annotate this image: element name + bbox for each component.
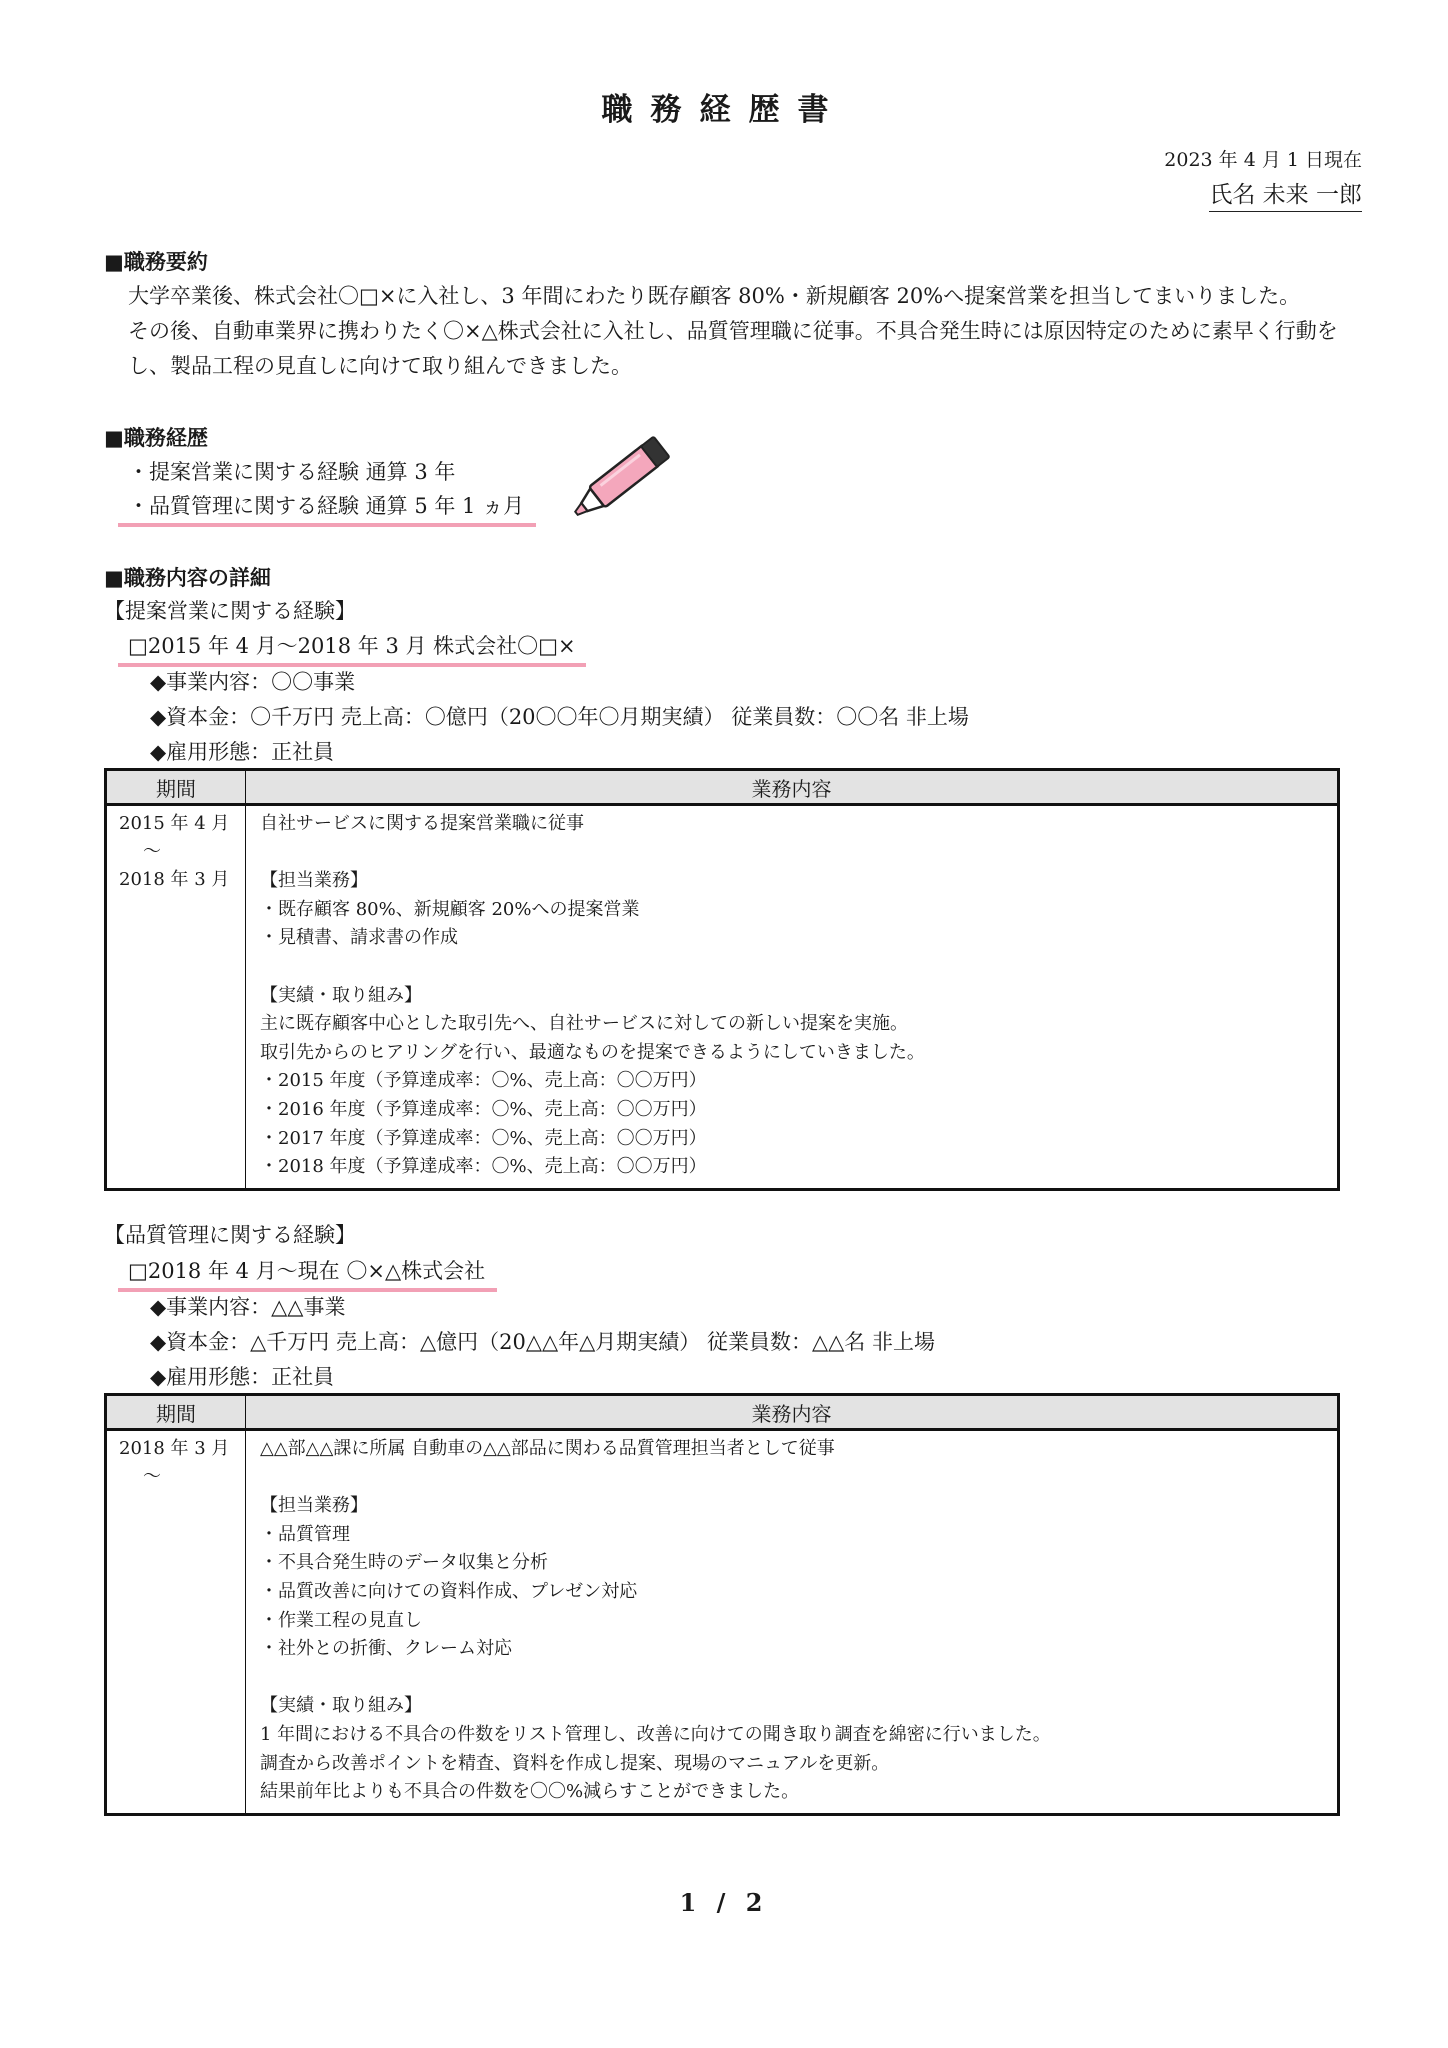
content-line: 【担当業務】 <box>260 1495 368 1517</box>
job-info: ◆資本金：△千万円 売上高：△億円（20△△年△月期実績） 従業員数：△△名 非上場 <box>150 1330 935 1354</box>
content-line: ・品質改善に向けての資料作成、プレゼン対応 <box>260 1580 638 1602</box>
table-header-row <box>106 770 1339 805</box>
job-info: ◆雇用形態：正社員 <box>150 740 335 764</box>
summary-text <box>128 279 1368 384</box>
content-line: ・既存顧客 80%、新規顧客 20%への提案営業 <box>260 898 640 920</box>
content-line: 主に既存顧客中心とした取引先へ、自社サービスに対しての新しい提案を実施。 <box>260 1013 908 1035</box>
job-category: 【品質管理に関する経験】 <box>104 1223 356 1247</box>
content-line: ・社外との折衝、クレーム対応 <box>260 1638 512 1660</box>
details-heading: ■職務内容の詳細 <box>104 565 271 590</box>
page-number: 1 / 2 <box>679 1888 769 1917</box>
content-line: ・2018 年度（予算達成率：〇%、売上高：〇〇万円） <box>260 1156 707 1178</box>
job-info: ◆資本金：〇千万円 売上高：〇億円（20〇〇年〇月期実績） 従業員数：〇〇名 非上場 <box>150 705 969 729</box>
content-line: 調査から改善ポイントを精査、資料を作成し提案、現場のマニュアルを更新。 <box>260 1752 890 1774</box>
period-cell <box>106 805 246 1190</box>
job-info: ◆事業内容：〇〇事業 <box>150 670 356 694</box>
job-company-line: □2018 年 4 月〜現在 〇×△株式会社 <box>118 1255 497 1292</box>
job-table <box>104 768 1340 1191</box>
period-start: 2018 年 3 月 <box>119 1438 230 1459</box>
content-line: 結果前年比よりも不具合の件数を〇〇%減らすことができました。 <box>260 1781 800 1803</box>
content-line: ・見積書、請求書の作成 <box>260 927 458 949</box>
content-line: ・2016 年度（予算達成率：〇%、売上高：〇〇万円） <box>260 1098 707 1120</box>
job-info: ◆雇用形態：正社員 <box>150 1365 335 1389</box>
history-item: ・品質管理に関する経験 通算 5 年 1 ヵ月 <box>118 490 536 527</box>
period-separator: 〜 <box>143 1466 161 1487</box>
content-line: 取引先からのヒアリングを行い、最適なものを提案できるようにしていきました。 <box>260 1041 925 1063</box>
job-table <box>104 1393 1340 1816</box>
content-line: ・品質管理 <box>260 1523 350 1545</box>
table-header-row <box>106 1395 1339 1430</box>
period-end: 2018 年 3 月 <box>119 869 230 890</box>
table-row <box>106 1430 1339 1815</box>
job-company-line: □2015 年 4 月〜2018 年 3 月 株式会社〇□× <box>118 630 586 667</box>
job-info: ◆事業内容：△△事業 <box>150 1295 346 1319</box>
document-date: 2023 年 4 月 1 日現在 <box>1164 149 1362 171</box>
content-line: 1 年間における不具合の件数をリスト管理し、改善に向けての聞き取り調査を綿密に行いました。 <box>260 1723 1051 1745</box>
content-line: 自社サービスに関する提案営業職に従事 <box>260 813 584 834</box>
content-line: ・作業工程の見直し <box>260 1609 422 1631</box>
job-category: 【提案営業に関する経験】 <box>104 599 356 623</box>
table-row <box>106 805 1339 1190</box>
content-line <box>260 953 1323 982</box>
content-line <box>260 839 1323 868</box>
content-line: 【担当業務】 <box>260 870 368 892</box>
content-line: ・2015 年度（予算達成率：〇%、売上高：〇〇万円） <box>260 1070 707 1092</box>
content-line: 【実績・取り組み】 <box>260 984 422 1006</box>
period-header: 期間 <box>106 1395 246 1430</box>
history-heading: ■職務経歴 <box>104 425 208 450</box>
summary-line: その後、自動車業界に携わりたく〇×△株式会社に入社し、品質管理職に従事。不具合発生時には原因特定のために素早く行動をし、製品工程の見直しに向けて取り組んできました。 <box>128 319 1338 378</box>
period-cell <box>106 1430 246 1815</box>
content-line <box>260 1464 1323 1493</box>
highlighter-pen-icon <box>560 428 680 528</box>
content-line: ・2017 年度（予算達成率：〇%、売上高：〇〇万円） <box>260 1127 707 1149</box>
period-start: 2015 年 4 月 <box>119 813 230 834</box>
applicant-name: 氏名 未来 一郎 <box>1209 176 1362 212</box>
summary-line: 大学卒業後、株式会社〇□×に入社し、3 年間にわたり既存顧客 80%・新規顧客 20%へ提案営業を担当してまいりました。 <box>128 284 1301 308</box>
content-line: 【実績・取り組み】 <box>260 1695 422 1717</box>
period-header: 期間 <box>106 770 246 805</box>
content-header: 業務内容 <box>246 770 1339 805</box>
history-item: ・提案営業に関する経験 通算 3 年 <box>128 460 456 484</box>
content-header: 業務内容 <box>246 1395 1339 1430</box>
content-line: △△部△△課に所属 自動車の△△部品に関わる品質管理担当者として従事 <box>260 1438 835 1459</box>
content-line: ・不具合発生時のデータ収集と分析 <box>260 1552 548 1574</box>
summary-heading: ■職務要約 <box>104 249 208 274</box>
document-title: 職務経歴書 <box>601 92 847 128</box>
content-cell <box>246 1430 1339 1815</box>
period-separator: 〜 <box>143 841 161 862</box>
content-cell <box>246 805 1339 1190</box>
content-line <box>260 1664 1323 1693</box>
